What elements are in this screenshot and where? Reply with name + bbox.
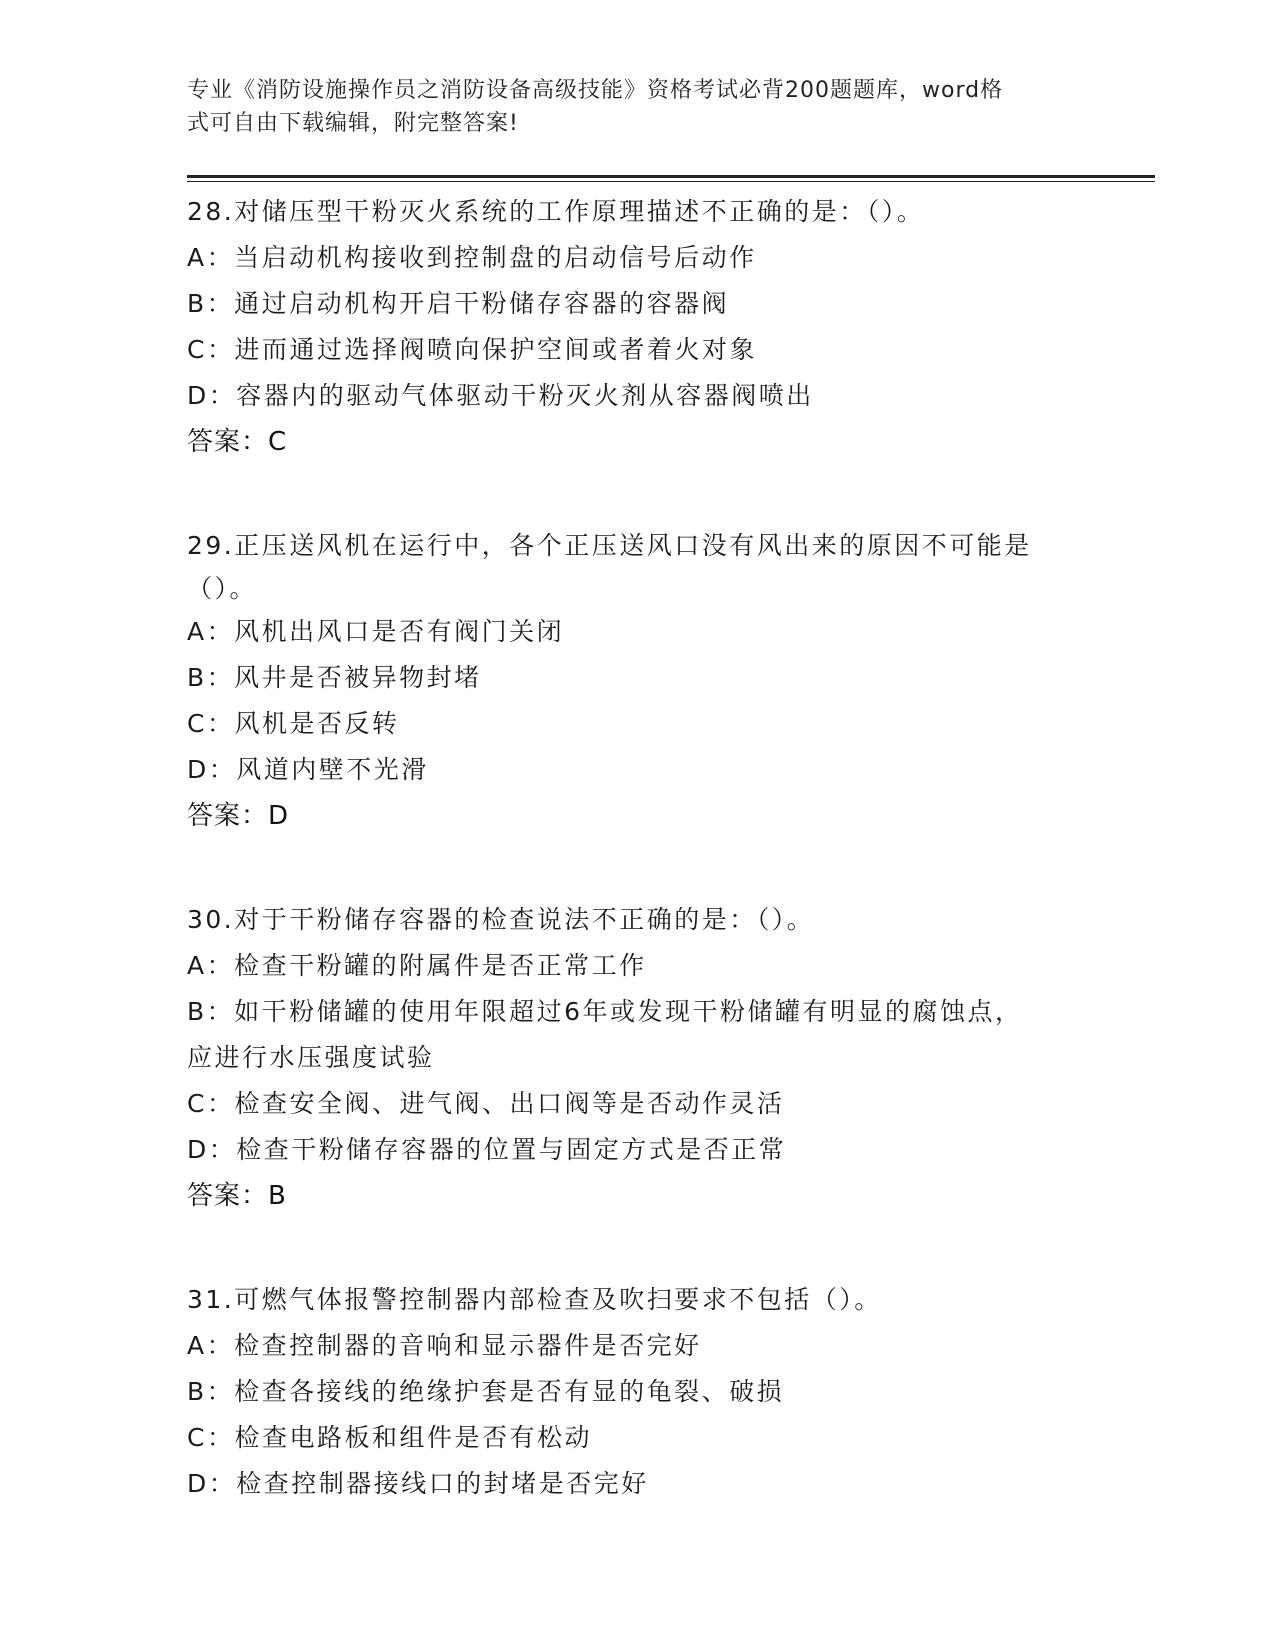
question-stem: 28.对储压型干粉灭火系统的工作原理描述不正确的是：（）。 bbox=[187, 197, 925, 226]
question-list bbox=[187, 189, 1087, 1565]
question-stem: 30.对于干粉储存容器的检查说法不正确的是：（）。 bbox=[187, 905, 815, 934]
header-line-1: 专业《消防设施操作员之消防设备高级技能》资格考试必背200题题库，word格 bbox=[187, 78, 1004, 103]
option-c: C：进而通过选择阀喷向保护空间或者着火对象 bbox=[187, 335, 757, 364]
question-stem: 29.正压送风机在运行中，各个正压送风口没有风出来的原因不可能是 bbox=[187, 531, 1032, 560]
option-c: C：检查电路板和组件是否有松动 bbox=[187, 1423, 592, 1452]
option-d: D：检查干粉储存容器的位置与固定方式是否正常 bbox=[187, 1135, 787, 1164]
header-divider-thick bbox=[187, 175, 1155, 178]
option-d: D：容器内的驱动气体驱动干粉灭火剂从容器阀喷出 bbox=[187, 381, 814, 410]
answer: 答案：D bbox=[187, 801, 290, 831]
header-divider-thin bbox=[187, 181, 1155, 182]
option-a: A：当启动机构接收到控制盘的启动信号后动作 bbox=[187, 243, 757, 272]
option-a: A：风机出风口是否有阀门关闭 bbox=[187, 617, 565, 646]
option-b: B：检查各接线的绝缘护套是否有显的龟裂、破损 bbox=[187, 1377, 785, 1406]
option-b-continued: 应进行水压强度试验 bbox=[187, 1043, 435, 1072]
answer: 答案：B bbox=[187, 1181, 287, 1211]
option-c: C：风机是否反转 bbox=[187, 709, 400, 738]
option-b: B：通过启动机构开启干粉储存容器的容器阀 bbox=[187, 289, 730, 318]
option-d: D：检查控制器接线口的封堵是否完好 bbox=[187, 1469, 649, 1498]
question-30 bbox=[187, 897, 1087, 1219]
question-29 bbox=[187, 523, 1087, 839]
option-a: A：检查控制器的音响和显示器件是否完好 bbox=[187, 1331, 702, 1360]
header-line-2: 式可自由下载编辑，附完整答案! bbox=[187, 111, 519, 136]
option-a: A：检查干粉罐的附属件是否正常工作 bbox=[187, 951, 647, 980]
option-b: B：如干粉储罐的使用年限超过6年或发现干粉储罐有明显的腐蚀点， bbox=[187, 997, 1023, 1026]
answer: 答案：C bbox=[187, 427, 288, 457]
option-c: C：检查安全阀、进气阀、出口阀等是否动作灵活 bbox=[187, 1089, 785, 1118]
question-stem: 31.可燃气体报警控制器内部检查及吹扫要求不包括（）。 bbox=[187, 1285, 882, 1314]
document-header bbox=[187, 74, 1067, 140]
question-stem-continued: （）。 bbox=[187, 574, 258, 603]
option-d: D：风道内壁不光滑 bbox=[187, 755, 429, 784]
option-b: B：风井是否被异物封堵 bbox=[187, 663, 482, 692]
question-31 bbox=[187, 1277, 1087, 1507]
question-28 bbox=[187, 189, 1087, 465]
